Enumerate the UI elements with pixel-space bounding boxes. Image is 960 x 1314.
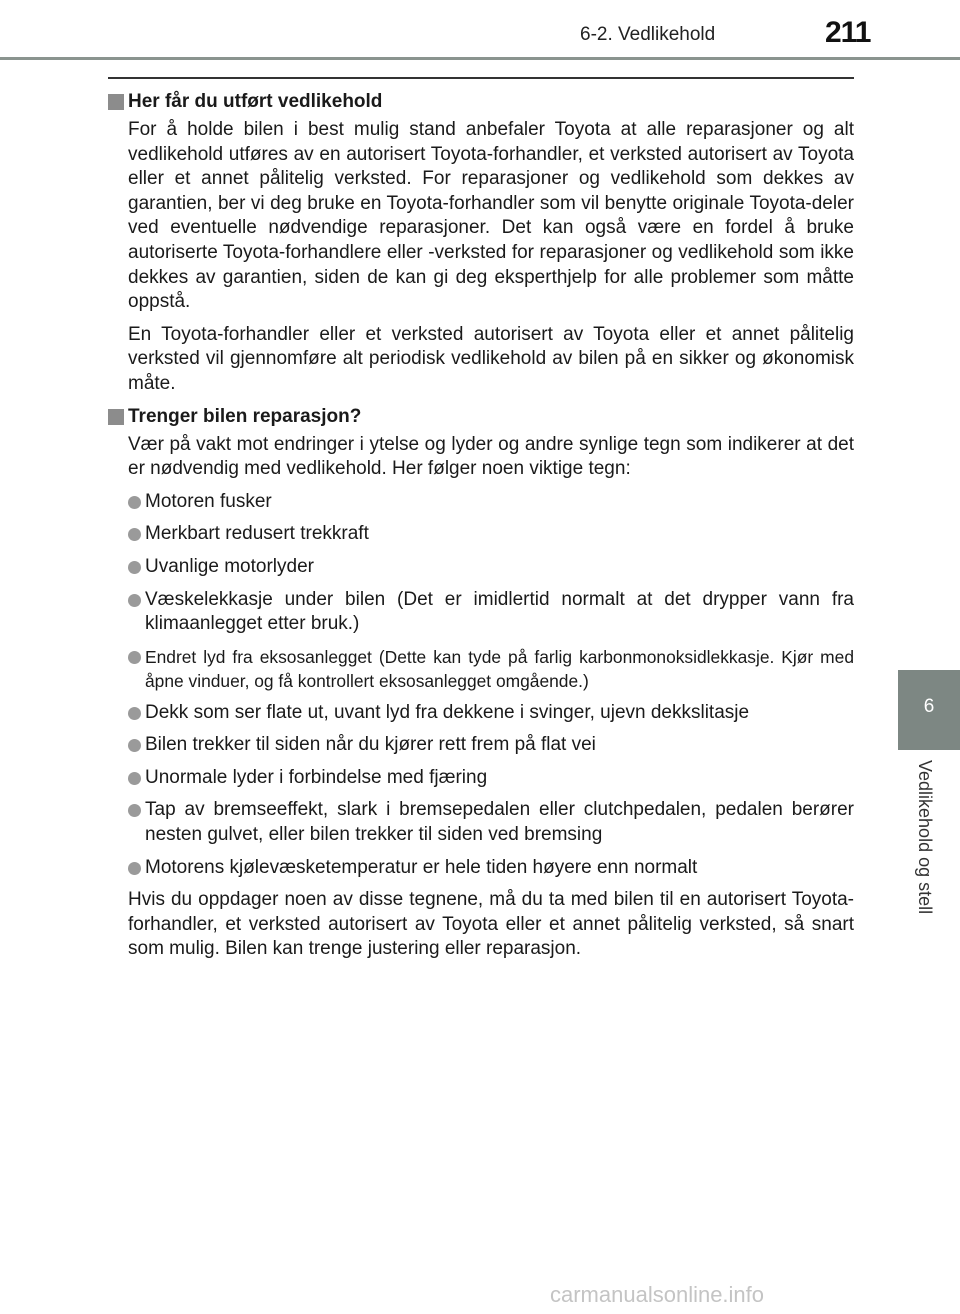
section-heading-text: Her får du utført vedlikehold	[128, 91, 383, 112]
list-item-text: Endret lyd fra eksosanlegget (Dette kan tyde på farlig karbonmonoksidlekkasje. Kjør med åpne vinduer, og få kontrollert eksosanlegget omgående.)	[145, 646, 854, 691]
circle-bullet-icon	[128, 862, 141, 875]
watermark: carmanualsonline.info	[550, 1282, 765, 1307]
circle-bullet-icon	[128, 528, 141, 541]
circle-bullet-icon	[128, 651, 141, 664]
list-item-text: Dekk som ser flate ut, uvant lyd fra dekkene i svinger, ujevn dekkslitasje	[145, 701, 750, 723]
circle-bullet-icon	[128, 707, 141, 720]
circle-bullet-icon	[128, 594, 141, 607]
list-item-text: Tap av bremseeffekt, slark i bremsepedalen eller clutchpedalen, pedalen berører nesten gulvet, eller bilen trekker til siden ved bremsing	[145, 799, 854, 846]
square-bullet-icon	[108, 409, 124, 425]
list-item-text: Bilen trekker til siden når du kjører rett frem på flat vei	[145, 734, 596, 756]
paragraph: Vær på vakt mot endringer i ytelse og lyder og andre synlige tegn som indikerer at det er nødvendig med vedlikehold. Her følger noen viktige tegn:	[128, 433, 854, 480]
chapter-label: Vedlikehold og stell	[915, 760, 935, 915]
circle-bullet-icon	[128, 496, 141, 509]
page-number: 211	[825, 16, 871, 49]
circle-bullet-icon	[128, 739, 141, 752]
list-item-text: Merkbart redusert trekkraft	[145, 523, 369, 545]
chapter-tab[interactable]	[898, 670, 960, 750]
list-item	[128, 766, 854, 791]
list-item-text: Motorens kjølevæsketemperatur er hele tiden høyere enn normalt	[145, 856, 698, 878]
section-heading-text: Trenger bilen reparasjon?	[128, 405, 362, 427]
header-rule	[0, 57, 960, 60]
list-item	[128, 588, 854, 637]
list-item-text: Motoren fusker	[145, 490, 272, 512]
list-item-text: Væskelekkasje under bilen (Det er imidlertid normalt at det drypper vann fra klimaanlegget etter bruk.)	[145, 588, 854, 635]
list-item	[128, 798, 854, 847]
section-title: 6-2. Vedlikehold	[580, 24, 716, 45]
list-item	[128, 490, 854, 515]
list-item	[128, 701, 854, 726]
section-heading	[108, 90, 854, 114]
chapter-number: 6	[923, 696, 935, 717]
circle-bullet-icon	[128, 772, 141, 785]
paragraph: For å holde bilen i best mulig stand anbefaler Toyota at alle reparasjoner og alt vedlikehold utføres av en autorisert Toyota-forhandler, et verksted autorisert av Toyota eller et annet pålitelig verksted. For reparasjoner og vedlikehold som dekkes av garantien, ber vi deg bruke en Toyota-forhandler som vil benytte originale Toyota-deler ved eventuelle nødvendige reparasjoner. Det kan også være en fordel å bruke autoriserte Toyota-forhandlere eller -verksted for reparasjoner og vedlikehold som ikke dekkes av garantien, siden de kan gi deg eksperthjelp for alle problemer som måtte oppstå.	[128, 119, 854, 313]
paragraph: En Toyota-forhandler eller et verksted autorisert av Toyota eller et annet pålitelig verksted vil gjennomføre alt periodisk vedlikehold av bilen på en sikker og økonomisk måte.	[128, 323, 854, 394]
content-top-divider	[108, 77, 854, 79]
list-item	[128, 733, 854, 758]
section-heading	[108, 405, 854, 429]
list-item	[128, 645, 854, 693]
circle-bullet-icon	[128, 561, 141, 574]
circle-bullet-icon	[128, 804, 141, 817]
list-item-text: Unormale lyder i forbindelse med fjæring	[145, 766, 488, 788]
list-item	[128, 856, 854, 881]
list-item	[128, 522, 854, 547]
list-item	[128, 555, 854, 580]
list-item-text: Uvanlige motorlyder	[145, 555, 314, 577]
closing-paragraph: Hvis du oppdager noen av disse tegnene, må du ta med bilen til en autorisert Toyota-forhandler, et verksted autorisert av Toyota eller et annet pålitelig verksted, så snart som mulig. Bilen kan trenge justering eller reparasjon.	[128, 889, 854, 960]
square-bullet-icon	[108, 94, 124, 110]
page-content	[108, 90, 854, 970]
